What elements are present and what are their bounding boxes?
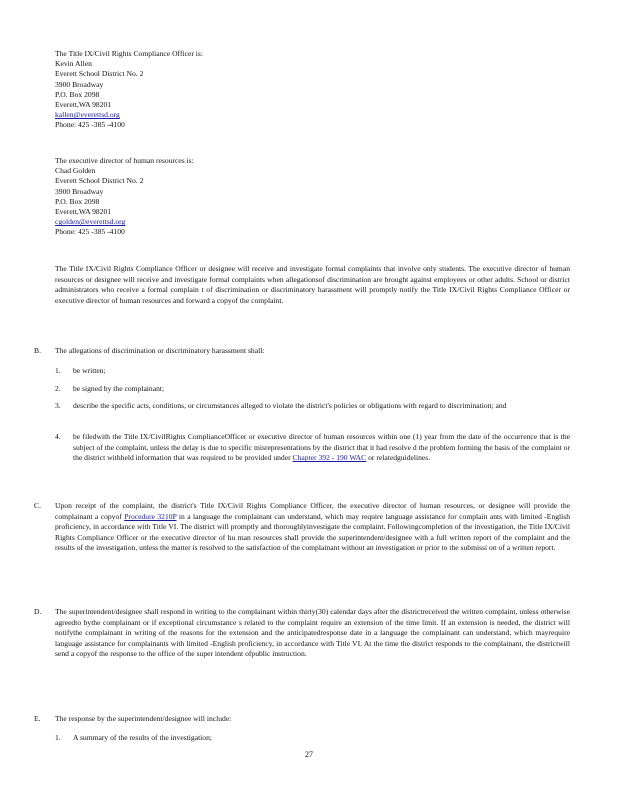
- hr-pobox: P.O. Box 2098: [55, 196, 100, 206]
- hr-name: Chad Golden: [55, 166, 96, 176]
- list-item-text: [73, 432, 570, 464]
- list-item-text-before: be filedwith the Title IX/CivilRights ComplianceOfficer or executive director of human resources within one (1) year from the date of the occurrence that is the subject of the complaint, unless the delay is due to specific misrepresentations by the district that it had resolve d the problem forming the basis of the complaint or the district withheld information that was required to be provided under: [73, 432, 570, 463]
- page-number: 27: [305, 750, 313, 759]
- list-item-text: be signed by the complainant;: [73, 384, 165, 393]
- list-item-number: 2.: [55, 384, 61, 393]
- section-b-marker: B.: [34, 346, 41, 355]
- procedure-link[interactable]: Procedure 3210P: [124, 511, 177, 521]
- hr-org: Everett School District No. 2: [55, 176, 144, 186]
- list-item-text: be written;: [73, 366, 106, 375]
- section-e-text: The response by the superintendent/designee will include:: [55, 714, 232, 723]
- officer-org: Everett School District No. 2: [55, 69, 144, 79]
- section-d-text: The superintendent/designee shall respond in writing to the complainant within thirty(30) calendar days after the districtreceived the written complaint, unless otherwise agreedto bythe complainant or if exceptional circumstance s related to the complaint require an extension of the time limit. If an extension is needed, the district will notifythe complainant in writing of the reasons for the extension and the anticipatedresponse date in a language the complainant can understand, which mayrequire language assistance for complainants with limited -English proficiency, in accordance with Title VI. At the time the district responds to the complainant, the districtwill send a copyof the response to the office of the super intendent ofpublic instruction.: [55, 607, 570, 659]
- list-item-text: A summary of the results of the investigation;: [73, 733, 212, 742]
- officer-name: Kevin Allen: [55, 59, 92, 69]
- section-e-marker: E.: [34, 714, 41, 723]
- section-b-text: The allegations of discrimination or discriminatory harassment shall:: [55, 346, 265, 355]
- officer-intro: The Title IX/Civil Rights Compliance Officer is:: [55, 49, 203, 58]
- wac-chapter-link[interactable]: Chapter 392 - 190 WAC: [292, 453, 367, 463]
- list-item-number: 3.: [55, 401, 61, 410]
- officer-street: 3900 Broadway: [55, 79, 104, 89]
- section-c-marker: C.: [34, 501, 41, 510]
- hr-street: 3900 Broadway: [55, 186, 104, 196]
- section-c-text-after: in a language the complainant can understand, which may require language assistance for complain ants with limited -English proficiency, in accordance with Title VI. The district will promptly and thoroughlyinvestigate the complaint. Followingcompletion of the investigation, the Title IX/Civil Rights Compliance Officer or the executive director of hu man resources shall provide the superintendent/designee with a full written report of the complaint and the results of the investigation, unless the matter is resolved to the satisfaction of the complainant without an investigation or prior to the submissi on of a written report.: [55, 511, 571, 553]
- hr-contact: [55, 156, 570, 238]
- list-item-text: describe the specific acts, conditions, or circumstances alleged to violate the district's policies or obligations with regard to discrimination; and: [73, 401, 507, 410]
- hr-city: Everett,WA 98201: [55, 207, 112, 217]
- hr-intro: The executive director of human resources is:: [55, 156, 194, 165]
- officer-email-link[interactable]: kallen@everettsd.org: [55, 110, 120, 120]
- list-item-number: 4.: [55, 432, 61, 441]
- officer-contact: [55, 49, 570, 131]
- list-item-number: 1.: [55, 366, 61, 375]
- officer-phone: Phone: 425 -385 -4100: [55, 120, 125, 130]
- officer-city: Everett,WA 98201: [55, 100, 112, 110]
- intro-paragraph: The Title IX/Civil Rights Compliance Officer or designee will receive and investigate formal complaints that involve only students. The executive director of human resources or designee will receive and investigate formal complaints when allegationsof discrimination are brought against employees or other adults. School or district administrators who receive a formal complain t of discrimination or discriminatory harassment will promptly notify the Title IX/Civil Rights Compliance Officer or executive director of human resources and forward a copyof the complaint.: [55, 264, 570, 305]
- officer-pobox: P.O. Box 2098: [55, 89, 100, 99]
- hr-phone: Phone: 425 -385 -4100: [55, 227, 125, 237]
- list-item-text-after: or relatedguidelines.: [366, 453, 431, 463]
- hr-email-link[interactable]: cgolden@everettsd.org: [55, 217, 126, 227]
- section-c-text: [55, 501, 570, 554]
- section-d-marker: D.: [34, 607, 42, 616]
- list-item-number: 1.: [55, 733, 61, 742]
- section-c-text-before: Upon receipt of the complaint, the district's Title IX/Civil Rights Compliance Officer, the executive director of human resources, or designee will provide the complainant a copyof: [55, 501, 570, 521]
